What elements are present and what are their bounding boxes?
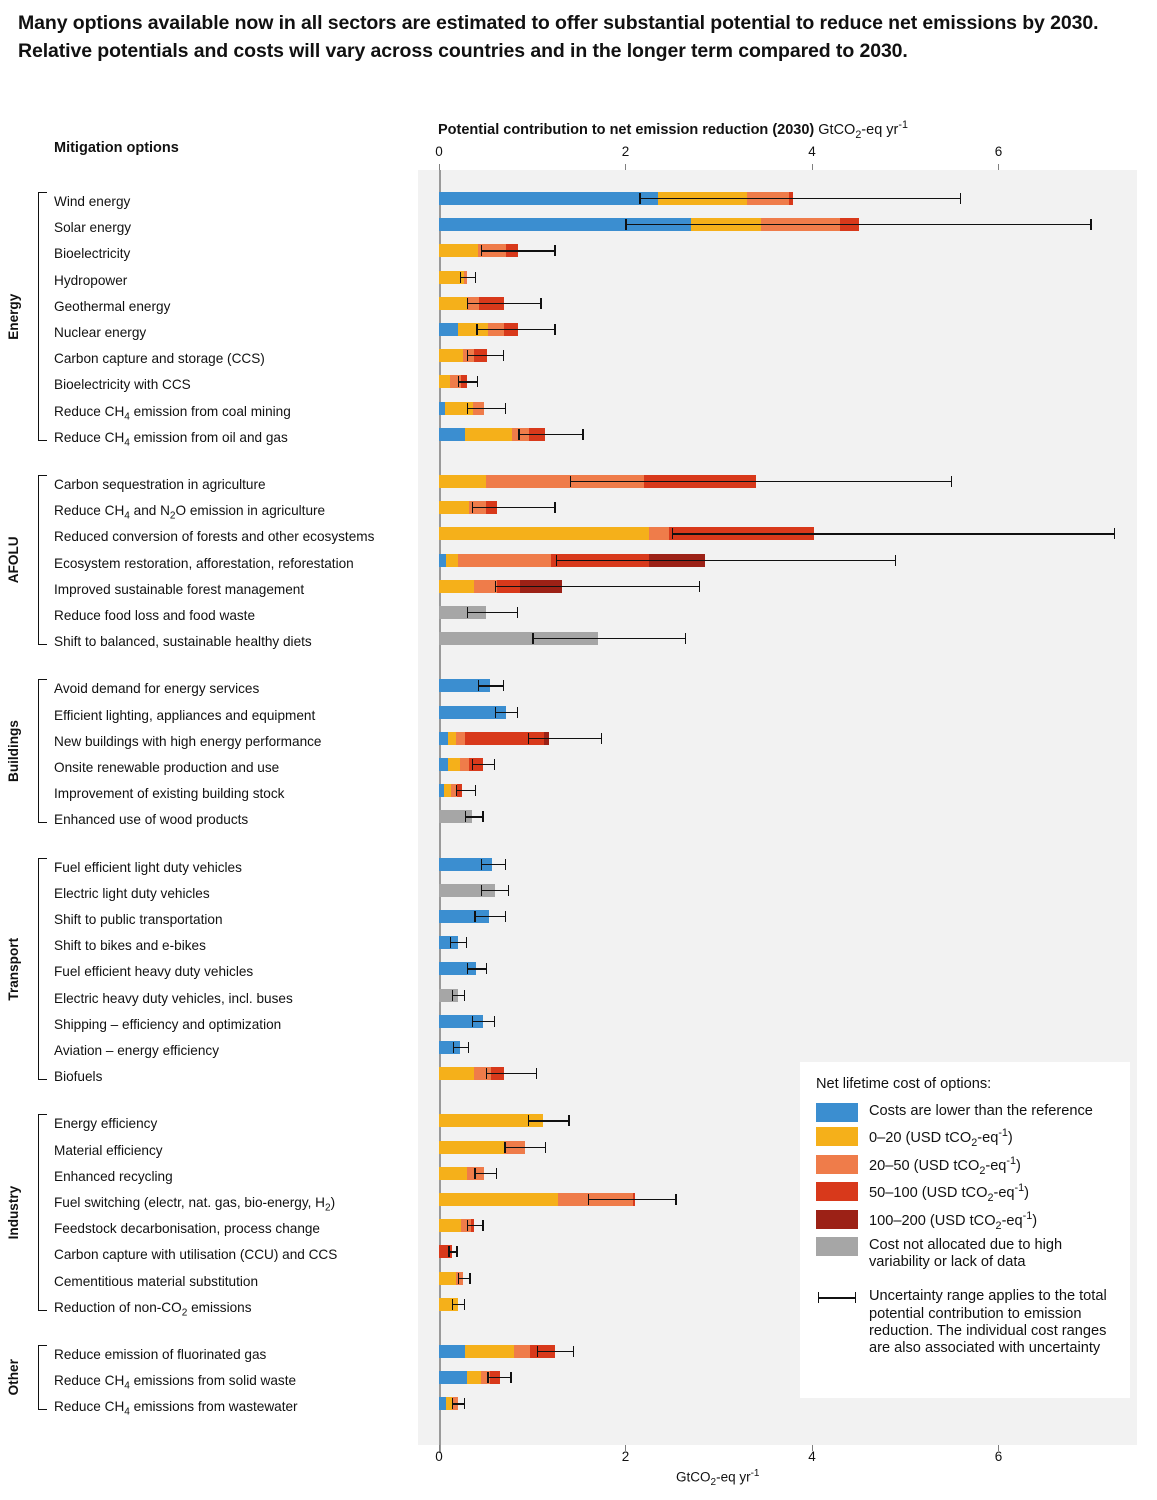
bar-segment xyxy=(448,732,455,745)
option-label: Nuclear energy xyxy=(54,325,147,340)
option-label: Electric heavy duty vehicles, incl. buses xyxy=(54,990,293,1006)
uncertainty-range xyxy=(528,1115,570,1126)
uncertainty-range xyxy=(467,607,518,618)
uncertainty-range xyxy=(467,403,506,414)
bar-segment xyxy=(460,758,469,771)
bar-segment xyxy=(439,580,474,593)
uncertainty-range xyxy=(556,555,896,566)
bar-segment xyxy=(439,732,448,745)
option-label: Hydropower xyxy=(54,272,128,288)
option-label: Avoid demand for energy services xyxy=(54,681,260,697)
mitigation-options-header: Mitigation options xyxy=(54,140,179,156)
option-label: Reduce food loss and food waste xyxy=(54,608,256,623)
option-label: Onsite renewable production and use xyxy=(54,760,280,775)
top-tick-labels xyxy=(418,144,1137,162)
uncertainty-range xyxy=(476,324,555,335)
option-label: Carbon capture and storage (CCS) xyxy=(54,351,265,367)
bar-segment xyxy=(456,732,465,745)
bar-segment xyxy=(474,580,496,593)
legend-label: Cost not allocated due to high variability or lack of data xyxy=(869,1237,1063,1271)
sector-label: Buildings xyxy=(6,720,21,783)
uncertainty-range xyxy=(481,885,509,896)
bar-segment xyxy=(444,784,451,797)
option-label: Reduction of non-$CO_2$ emissions xyxy=(54,1299,252,1319)
bar-segment xyxy=(467,1371,481,1384)
sector-bracket xyxy=(38,679,47,823)
uncertainty-range xyxy=(452,1299,465,1310)
option-label: Shift to balanced, sustainable healthy diets xyxy=(54,634,312,650)
tick-label: 6 xyxy=(994,1449,1003,1464)
uncertainty-range xyxy=(487,1372,511,1383)
bar-segment xyxy=(448,758,459,771)
option-label: New buildings with high energy performance xyxy=(54,733,322,749)
uncertainty-range xyxy=(528,733,603,744)
bar-segment xyxy=(439,1167,467,1180)
sector-bracket xyxy=(38,192,47,441)
bar-segment xyxy=(439,297,467,310)
sector-bracket xyxy=(38,858,47,1081)
legend-label: 20–50 (USD $tCO_2-eq^{-1}$) xyxy=(869,1154,1021,1177)
option-label: Material efficiency xyxy=(54,1142,163,1158)
bar-segment xyxy=(439,1272,456,1285)
option-label: Efficient lighting, appliances and equipment xyxy=(54,707,316,723)
legend-swatch xyxy=(816,1182,858,1201)
option-label: Energy efficiency xyxy=(54,1116,158,1132)
bar-segment xyxy=(439,244,478,257)
option-label: Biofuels xyxy=(54,1069,103,1085)
uncertainty-range xyxy=(472,502,556,513)
option-label: Feedstock decarbonisation, process change xyxy=(54,1221,320,1237)
uncertainty-range xyxy=(532,633,686,644)
uncertainty-range xyxy=(639,193,961,204)
uncertainty-range xyxy=(486,1068,537,1079)
uncertainty-range xyxy=(452,1398,465,1409)
uncertainty-range-icon xyxy=(816,1288,858,1307)
bar-segment xyxy=(439,1193,558,1206)
option-label: Shipping – efficiency and optimization xyxy=(54,1016,282,1032)
sector-label: Transport xyxy=(6,937,21,1001)
bar-segment xyxy=(465,1345,513,1358)
uncertainty-range xyxy=(458,376,479,387)
uncertainty-range xyxy=(672,528,1115,539)
option-label: Improvement of existing building stock xyxy=(54,786,285,802)
bar-segment xyxy=(439,1067,474,1080)
bar-segment xyxy=(439,758,448,771)
option-label: Geothermal energy xyxy=(54,298,171,314)
bar-segment xyxy=(439,554,446,567)
bar-segment xyxy=(439,1219,461,1232)
uncertainty-range xyxy=(452,990,465,1001)
uncertainty-range xyxy=(570,476,952,487)
sector-label: Other xyxy=(6,1359,21,1396)
option-label: Reduce $CH_4$ emission from coal mining xyxy=(54,403,291,423)
option-label: Cementitious material substitution xyxy=(54,1273,258,1289)
option-label: Reduce $CH_4$ emissions from solid waste xyxy=(54,1373,297,1392)
sector-bracket xyxy=(38,475,47,645)
option-label: Electric light duty vehicles xyxy=(54,885,210,901)
bar-segment xyxy=(439,323,458,336)
option-label: Bioelectricity with CCS xyxy=(54,377,191,393)
legend-uncertainty-row xyxy=(816,1288,1116,1357)
legend-items xyxy=(816,1103,1116,1271)
legend-item xyxy=(816,1127,1116,1150)
bar-segment xyxy=(439,1397,446,1410)
legend xyxy=(800,1062,1130,1398)
uncertainty-range xyxy=(504,1142,546,1153)
uncertainty-range xyxy=(467,350,504,361)
bar-segment xyxy=(439,1141,504,1154)
tick-label: 4 xyxy=(808,1449,816,1464)
legend-label: 100–200 (USD $tCO_2-eq^{-1}$) xyxy=(869,1209,1038,1232)
option-label: Reduce $CH_4$ emissions from wastewater xyxy=(54,1399,298,1419)
bar-segment xyxy=(465,428,512,441)
top-axis-unit: GtCO$_2$-eq $yr^{-1}$ xyxy=(818,119,908,141)
uncertainty-range xyxy=(467,1220,484,1231)
legend-label: Costs are lower than the reference xyxy=(869,1103,1093,1119)
sector-label: AFOLU xyxy=(6,536,21,584)
option-label: Ecosystem restoration, afforestation, reforestation xyxy=(54,555,354,571)
sector-bracket xyxy=(38,1114,47,1310)
legend-item xyxy=(816,1103,1116,1122)
bar-segment xyxy=(439,1371,467,1384)
option-label: Shift to public transportation xyxy=(54,912,223,927)
bar-segment xyxy=(439,527,649,540)
uncertainty-range xyxy=(456,785,477,796)
legend-uncertainty-text: Uncertainty range applies to the total potential contribution to emission reduction. The individual cost ranges are also associated with uncertainty xyxy=(869,1288,1107,1357)
uncertainty-range xyxy=(460,272,477,283)
bar-segment xyxy=(439,428,465,441)
uncertainty-range xyxy=(472,759,495,770)
uncertainty-range xyxy=(518,429,583,440)
tick-label: 2 xyxy=(621,144,630,159)
option-label: Reduced conversion of forests and other ecosystems xyxy=(54,529,375,545)
tick-label: 2 xyxy=(621,1449,630,1464)
bar-segment xyxy=(439,192,658,205)
bar-segment xyxy=(514,1345,531,1358)
bottom-axis-title: GtCO$_2$-eq $yr^{-1}$ xyxy=(676,1468,760,1489)
legend-item xyxy=(816,1182,1116,1205)
uncertainty-range xyxy=(465,811,484,822)
option-label: Solar energy xyxy=(54,220,132,236)
option-label: Enhanced use of wood products xyxy=(54,812,249,828)
uncertainty-range xyxy=(474,911,506,922)
legend-swatch xyxy=(816,1210,858,1229)
legend-swatch xyxy=(816,1237,858,1256)
option-labels xyxy=(0,170,418,1445)
uncertainty-range xyxy=(478,680,504,691)
uncertainty-range xyxy=(467,298,542,309)
uncertainty-range xyxy=(481,859,506,870)
uncertainty-range xyxy=(472,1016,495,1027)
bar-segment xyxy=(439,501,469,514)
bar-segment xyxy=(439,1345,465,1358)
legend-swatch xyxy=(816,1103,858,1122)
legend-item xyxy=(816,1155,1116,1178)
top-axis-title xyxy=(438,119,908,141)
legend-item xyxy=(816,1237,1116,1271)
figure-title: Many options available now in all sectors are estimated to offer substantial potential to reduce net emissions by 2030. Relative potentials and costs will vary across countries and in the longer term compared to 2030. xyxy=(18,12,1099,62)
bottom-tick-labels xyxy=(418,1449,1137,1467)
uncertainty-range xyxy=(467,963,488,974)
legend-swatch xyxy=(816,1155,858,1174)
legend-item xyxy=(816,1210,1116,1233)
option-label: Fuel switching (electr, nat. gas, bio-energy, $H_2$) xyxy=(54,1195,336,1214)
tick-label: 4 xyxy=(808,144,816,159)
bar-segment xyxy=(439,475,486,488)
legend-label: 50–100 (USD $tCO_2-eq^{-1}$) xyxy=(869,1182,1030,1204)
tick-label: 0 xyxy=(435,144,443,159)
uncertainty-range xyxy=(458,1273,471,1284)
option-label: Reduce $CH_4$ emission from oil and gas xyxy=(54,429,288,449)
uncertainty-range xyxy=(537,1346,574,1357)
uncertainty-range xyxy=(625,219,1091,230)
option-label: Reduce $CH_4$ and $N_2O$ emission in agriculture xyxy=(54,503,326,522)
bar-segment xyxy=(649,527,670,540)
option-label: Enhanced recycling xyxy=(54,1168,173,1184)
bar-segment xyxy=(458,554,551,567)
uncertainty-range xyxy=(453,1042,469,1053)
option-label: Aviation – energy efficiency xyxy=(54,1043,219,1058)
uncertainty-range xyxy=(450,937,467,948)
tick-label: 6 xyxy=(994,144,1003,159)
bar-segment xyxy=(439,349,463,362)
uncertainty-range xyxy=(448,1246,457,1257)
option-label: Reduce emission of fluorinated gas xyxy=(54,1347,267,1362)
tick-label: 0 xyxy=(435,1449,443,1464)
uncertainty-range xyxy=(588,1194,677,1205)
option-label: Fuel efficient light duty vehicles xyxy=(54,859,242,875)
legend-label: 0–20 (USD $tCO_2-eq^{-1}$) xyxy=(869,1127,1013,1149)
sector-label: Energy xyxy=(6,293,21,340)
option-label: Shift to bikes and e-bikes xyxy=(54,938,206,954)
uncertainty-range xyxy=(495,707,518,718)
bar-segment xyxy=(439,375,450,388)
option-label: Bioelectricity xyxy=(54,246,131,262)
option-label: Fuel efficient heavy duty vehicles xyxy=(54,964,254,980)
sector-label: Industry xyxy=(6,1185,21,1240)
uncertainty-range xyxy=(495,581,700,592)
option-label: Carbon capture with utilisation (CCU) and CCS xyxy=(54,1247,338,1263)
uncertainty-range xyxy=(481,245,556,256)
legend-swatch xyxy=(816,1127,858,1146)
option-label: Improved sustainable forest management xyxy=(54,581,305,597)
legend-title: Net lifetime cost of options: xyxy=(816,1076,992,1092)
uncertainty-range xyxy=(474,1168,496,1179)
option-label: Wind energy xyxy=(54,194,131,209)
sector-bracket xyxy=(38,1345,47,1410)
top-axis-title-main: Potential contribution to net emission reduction (2030) xyxy=(438,121,815,138)
bar-segment xyxy=(446,554,457,567)
option-label: Carbon sequestration in agriculture xyxy=(54,477,266,492)
